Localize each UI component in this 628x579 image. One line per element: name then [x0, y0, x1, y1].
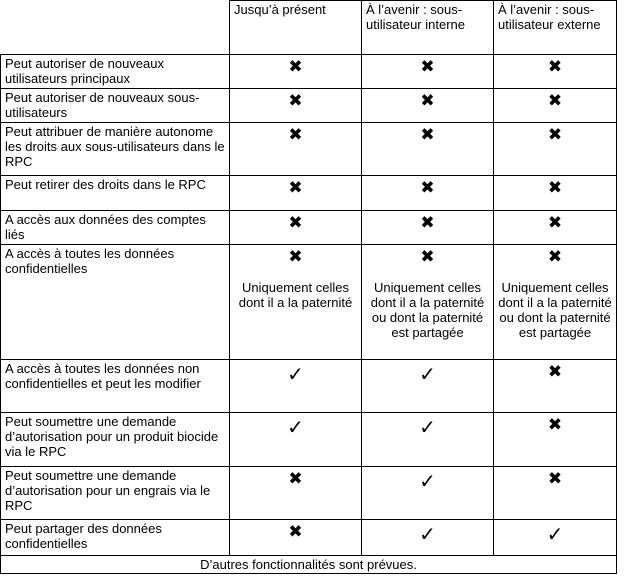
check-icon: ✓: [419, 415, 436, 439]
status-cell: [494, 176, 617, 211]
header-row: [1, 1, 617, 55]
cross-icon: ✖: [547, 362, 563, 382]
cross-icon: ✖: [288, 247, 303, 267]
cross-icon: ✖: [288, 57, 303, 77]
check-icon: ✓: [419, 362, 436, 386]
status-cell: [494, 55, 617, 89]
table-row: [1, 211, 617, 245]
column-header: À l’avenir : sous-utilisateur externe: [494, 1, 617, 55]
row-label: Peut partager des données confidentielles: [1, 520, 230, 556]
status-cell: [362, 55, 494, 89]
row-label: Peut autoriser de nouveaux sous-utilisateurs: [1, 89, 230, 123]
cross-icon: ✖: [288, 125, 303, 145]
status-cell: [362, 413, 494, 467]
status-cell: [230, 55, 362, 89]
status-cell: [230, 467, 362, 520]
table-row: [1, 123, 617, 176]
row-label: Peut attribuer de manière autonome les droits aux sous-utilisateurs dans le RPC: [1, 123, 230, 176]
cross-icon: ✖: [547, 125, 563, 145]
status-cell: [362, 89, 494, 123]
cell-note: Uniquement celles dont il a la paternité ou dont la paternité est partagée: [498, 280, 612, 340]
cross-icon: ✖: [547, 91, 563, 111]
table-row: [1, 89, 617, 123]
cross-icon: ✖: [288, 469, 303, 489]
cross-icon: ✖: [420, 178, 435, 198]
status-cell: [362, 245, 494, 360]
status-cell: [362, 211, 494, 245]
cross-icon: ✖: [547, 213, 563, 233]
status-cell: [230, 360, 362, 413]
cross-icon: ✖: [420, 213, 435, 233]
check-icon: ✓: [419, 522, 436, 546]
check-icon: ✓: [287, 362, 304, 386]
row-label: A accès à toutes les données confidentielles: [1, 245, 230, 360]
cross-icon: ✖: [420, 91, 435, 111]
row-label: Peut autoriser de nouveaux utilisateurs principaux: [1, 55, 230, 89]
table-row: [1, 360, 617, 413]
status-cell: [362, 176, 494, 211]
row-label: A accès aux données des comptes liés: [1, 211, 230, 245]
cell-note: Uniquement celles dont il a la paternité: [238, 280, 353, 310]
status-cell: [494, 123, 617, 176]
status-cell: [494, 211, 617, 245]
status-cell: [494, 467, 617, 520]
status-cell: [494, 245, 617, 360]
cross-icon: ✖: [420, 57, 435, 77]
status-cell: [230, 520, 362, 556]
check-icon: ✓: [419, 469, 436, 493]
column-header: Jusqu’à présent: [230, 1, 362, 55]
cross-icon: ✖: [420, 247, 435, 267]
status-cell: [494, 89, 617, 123]
column-header: À l’avenir : sous-utilisateur interne: [362, 1, 494, 55]
cross-icon: ✖: [288, 178, 303, 198]
cross-icon: ✖: [547, 178, 563, 198]
status-cell: [230, 89, 362, 123]
status-cell: [362, 467, 494, 520]
status-cell: [362, 123, 494, 176]
status-cell: [230, 413, 362, 467]
cross-icon: ✖: [547, 415, 563, 435]
cross-icon: ✖: [547, 469, 563, 489]
table-row: [1, 245, 617, 360]
status-cell: [362, 520, 494, 556]
cross-icon: ✖: [547, 247, 563, 267]
table-row: [1, 176, 617, 211]
corner-cell: [1, 1, 230, 55]
status-cell: [230, 245, 362, 360]
status-cell: [230, 176, 362, 211]
table-row: [1, 55, 617, 89]
footer-note: D’autres fonctionnalités sont prévues.: [1, 556, 617, 574]
cross-icon: ✖: [547, 57, 563, 77]
table-row: [1, 413, 617, 467]
cross-icon: ✖: [288, 213, 303, 233]
status-cell: [494, 413, 617, 467]
cross-icon: ✖: [288, 91, 303, 111]
cross-icon: ✖: [288, 522, 303, 542]
cell-note: Uniquement celles dont il a la paternité ou dont la paternité est partagée: [370, 280, 485, 340]
row-label: Peut retirer des droits dans le RPC: [1, 176, 230, 211]
row-label: Peut soumettre une demande d’autorisation pour un produit biocide via le RPC: [1, 413, 230, 467]
status-cell: [230, 123, 362, 176]
footer-row: [1, 556, 617, 574]
check-icon: ✓: [546, 522, 564, 546]
status-cell: [230, 211, 362, 245]
status-cell: [362, 360, 494, 413]
check-icon: ✓: [287, 415, 304, 439]
row-label: A accès à toutes les données non confidentielles et peut les modifier: [1, 360, 230, 413]
row-label: Peut soumettre une demande d’autorisation pour un engrais via le RPC: [1, 467, 230, 520]
status-cell: [494, 360, 617, 413]
cross-icon: ✖: [420, 125, 435, 145]
table-row: [1, 520, 617, 556]
table-row: [1, 467, 617, 520]
status-cell: [494, 520, 617, 556]
